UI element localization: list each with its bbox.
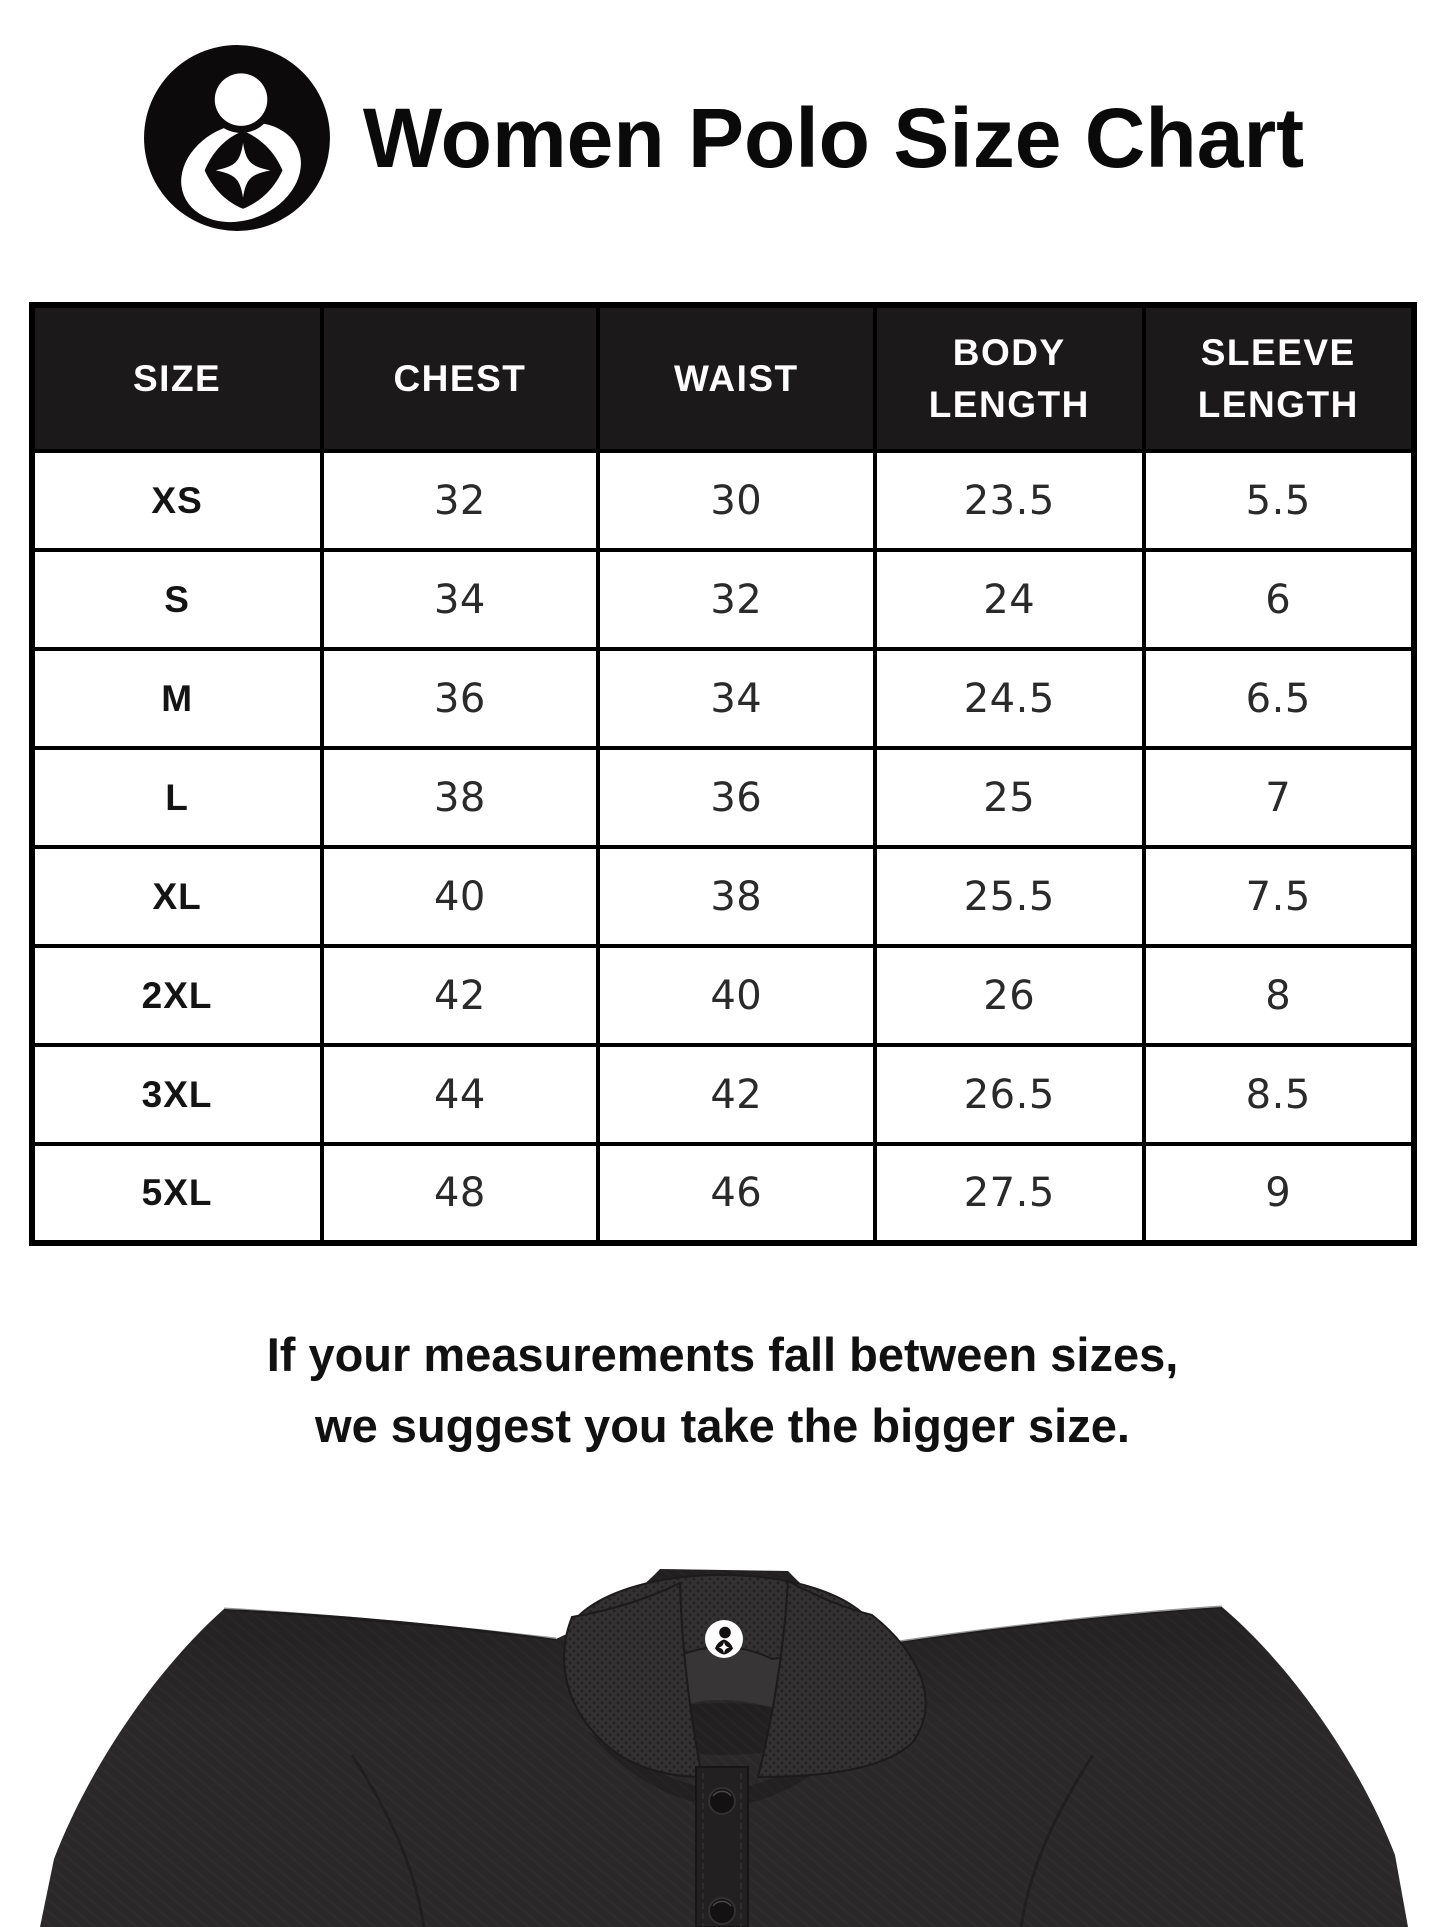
sleeve-length-cell: 6 <box>1144 550 1414 649</box>
waist-cell: 42 <box>598 1045 874 1144</box>
chest-cell: 44 <box>322 1045 598 1144</box>
chest-cell: 38 <box>322 748 598 847</box>
body-length-cell: 24 <box>875 550 1144 649</box>
size-cell: S <box>32 550 322 649</box>
sleeve-length-cell: 7 <box>1144 748 1414 847</box>
table-row <box>32 1045 1414 1144</box>
waist-cell: 30 <box>598 451 874 550</box>
waist-cell: 36 <box>598 748 874 847</box>
size-cell: XS <box>32 451 322 550</box>
brand-header <box>0 0 1445 234</box>
column-header-body-length <box>875 305 1144 451</box>
column-header-waist-label: WAIST <box>673 357 799 399</box>
sleeve-length-cell: 9 <box>1144 1144 1414 1243</box>
sleeve-length-cell: 8.5 <box>1144 1045 1414 1144</box>
collar-brand-tag-icon <box>705 1620 743 1658</box>
button-placket <box>696 1767 748 1927</box>
table-row <box>32 1144 1414 1243</box>
column-header-size-label: SIZE <box>132 357 222 399</box>
size-cell: XL <box>32 847 322 946</box>
table-row <box>32 847 1414 946</box>
table-body <box>32 451 1414 1243</box>
chest-cell: 42 <box>322 946 598 1045</box>
button <box>709 1898 735 1924</box>
size-cell: M <box>32 649 322 748</box>
body-length-cell: 25 <box>875 748 1144 847</box>
column-header-waist <box>598 305 874 451</box>
column-header-size <box>32 305 322 451</box>
sleeve-length-cell: 5.5 <box>1144 451 1414 550</box>
body-length-cell: 24.5 <box>875 649 1144 748</box>
size-cell: 3XL <box>32 1045 322 1144</box>
fit-note-line-2: we suggest you take the bigger size. <box>315 1398 1130 1452</box>
table-row <box>32 451 1414 550</box>
size-cell: L <box>32 748 322 847</box>
waist-cell: 38 <box>598 847 874 946</box>
waist-cell: 34 <box>598 649 874 748</box>
column-header-sleeve-length-label: SLEEVE LENGTH <box>1197 331 1359 425</box>
table-header <box>32 305 1414 451</box>
table-row <box>32 649 1414 748</box>
column-header-chest <box>322 305 598 451</box>
column-header-sleeve-length <box>1144 305 1414 451</box>
body-length-cell: 27.5 <box>875 1144 1144 1243</box>
chest-cell: 36 <box>322 649 598 748</box>
column-header-chest-label: CHEST <box>393 357 527 399</box>
waist-cell: 32 <box>598 550 874 649</box>
table-header-row <box>32 305 1414 451</box>
body-length-cell: 26 <box>875 946 1144 1045</box>
table-row <box>32 550 1414 649</box>
body-length-cell: 26.5 <box>875 1045 1144 1144</box>
waist-cell: 40 <box>598 946 874 1045</box>
person-with-star-logo-icon <box>141 42 333 234</box>
chest-cell: 40 <box>322 847 598 946</box>
table-row <box>32 946 1414 1045</box>
body-length-cell: 25.5 <box>875 847 1144 946</box>
size-cell: 2XL <box>32 946 322 1045</box>
column-header-body-length-label: BODY LENGTH <box>928 331 1090 425</box>
fit-note <box>0 1320 1445 1461</box>
page-title: Women Polo Size Chart <box>362 90 1305 185</box>
body-length-cell: 23.5 <box>875 451 1144 550</box>
size-cell: 5XL <box>32 1144 322 1243</box>
sleeve-length-cell: 8 <box>1144 946 1414 1045</box>
chest-cell: 48 <box>322 1144 598 1243</box>
chest-cell: 34 <box>322 550 598 649</box>
chest-cell: 32 <box>322 451 598 550</box>
size-chart-table <box>29 302 1417 1246</box>
polo-shirt-image <box>0 1517 1445 1927</box>
sleeve-length-cell: 6.5 <box>1144 649 1414 748</box>
size-table-container <box>29 302 1417 1246</box>
fit-note-line-1: If your measurements fall between sizes, <box>266 1328 1179 1381</box>
waist-cell: 46 <box>598 1144 874 1243</box>
sleeve-length-cell: 7.5 <box>1144 847 1414 946</box>
button <box>709 1788 735 1814</box>
table-row <box>32 748 1414 847</box>
